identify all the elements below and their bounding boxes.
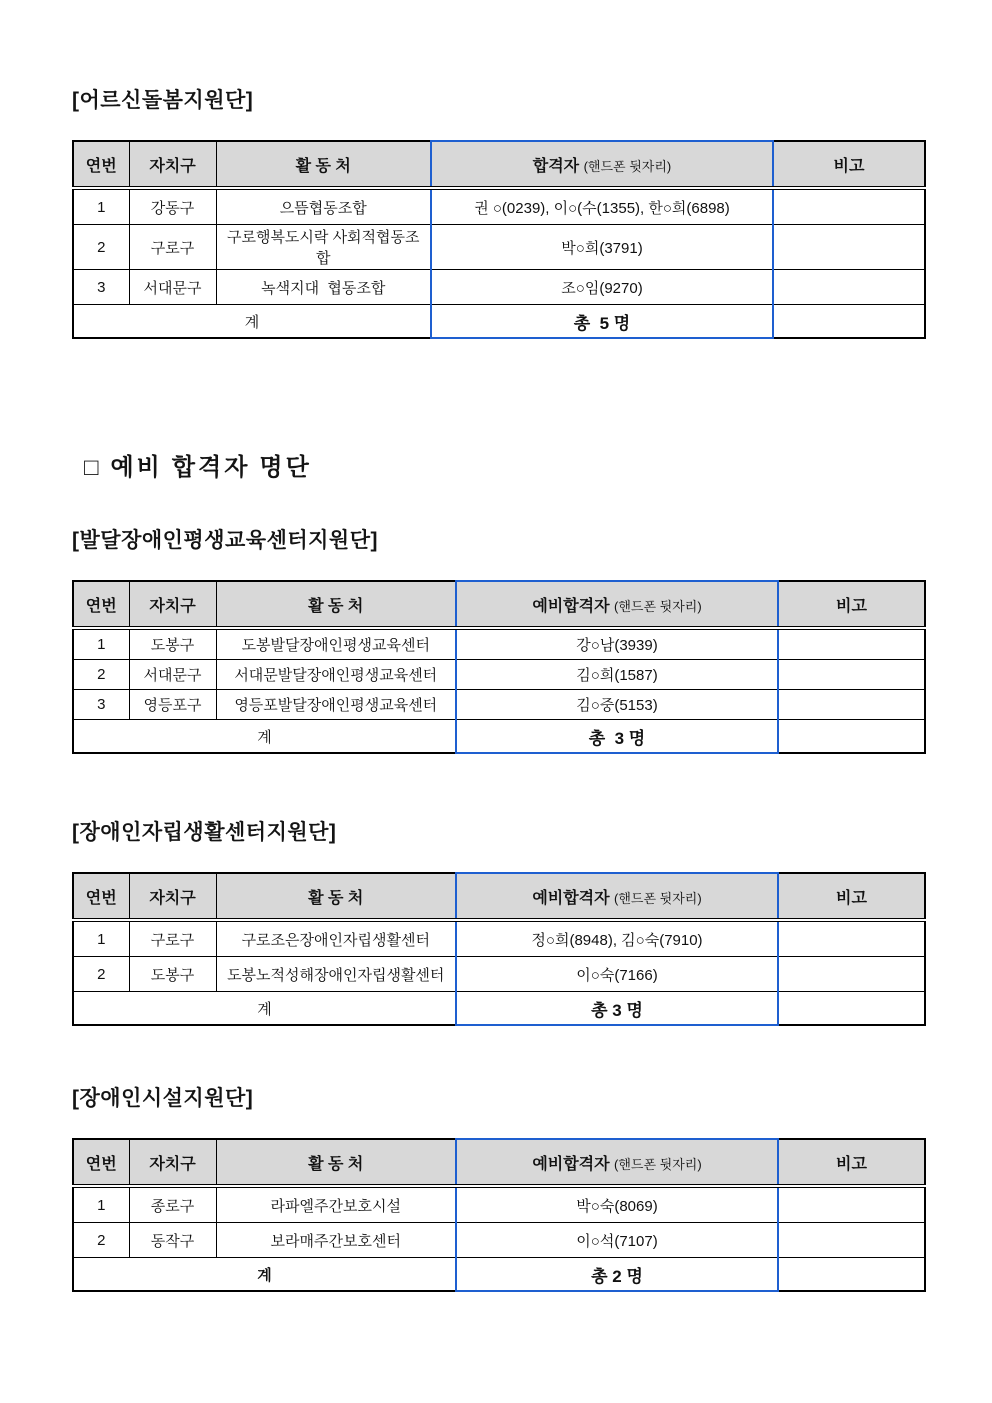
total-row — [73, 305, 925, 339]
table-row — [73, 660, 925, 690]
header-row — [73, 1139, 925, 1186]
column-header-note: 비고 — [778, 1139, 925, 1186]
cell-district: 영등포구 — [129, 690, 216, 720]
cell-note — [778, 1186, 925, 1223]
cell-winners: 이○숙(7166) — [456, 957, 778, 992]
cell-place: 으뜸협동조합 — [216, 188, 431, 225]
cell-place: 구로행복도시락 사회적협동조합 — [216, 225, 431, 270]
table-row — [73, 270, 925, 305]
cell-no: 2 — [73, 957, 129, 992]
total-label: 계 — [73, 720, 456, 754]
cell-place: 녹색지대 협동조합 — [216, 270, 431, 305]
winner-header-main: 예비합격자 — [532, 597, 610, 615]
cell-note — [773, 225, 925, 270]
cell-place: 구로조은장애인자립생활센터 — [216, 920, 456, 957]
table-row — [73, 690, 925, 720]
cell-winners: 김○희(1587) — [456, 660, 778, 690]
cell-place: 도봉발달장애인평생교육센터 — [216, 628, 456, 660]
column-header-district: 자치구 — [129, 873, 216, 920]
column-header-winner — [456, 1139, 778, 1186]
cell-note — [773, 188, 925, 225]
column-header-place: 활 동 처 — [216, 873, 456, 920]
cell-district: 도봉구 — [129, 957, 216, 992]
cell-note — [778, 720, 925, 754]
column-header-district: 자치구 — [129, 141, 216, 188]
total-label: 계 — [73, 1258, 456, 1292]
cell-note — [778, 992, 925, 1026]
cell-place: 라파엘주간보호시설 — [216, 1186, 456, 1223]
winner-header-sub: (핸드폰 뒷자리) — [614, 598, 702, 614]
column-header-district: 자치구 — [129, 581, 216, 628]
column-header-place: 활 동 처 — [216, 141, 431, 188]
cell-winners: 이○석(7107) — [456, 1223, 778, 1258]
winner-header-main: 합격자 — [532, 157, 580, 175]
column-header-place: 활 동 처 — [216, 581, 456, 628]
cell-place: 보라매주간보호센터 — [216, 1223, 456, 1258]
header-row — [73, 141, 925, 188]
cell-note — [778, 1223, 925, 1258]
winner-header-sub: (핸드폰 뒷자리) — [583, 158, 672, 174]
column-header-winner — [431, 141, 773, 188]
table-row — [73, 225, 925, 270]
header-row — [73, 581, 925, 628]
cell-district: 동작구 — [129, 1223, 216, 1258]
total-value: 총 5 명 — [431, 305, 773, 339]
cell-no: 1 — [73, 628, 129, 660]
table-siseol — [72, 1138, 926, 1292]
cell-district: 구로구 — [129, 225, 216, 270]
column-header-no: 연번 — [73, 1139, 129, 1186]
column-header-district: 자치구 — [129, 1139, 216, 1186]
cell-district: 서대문구 — [129, 660, 216, 690]
total-value: 총 3 명 — [456, 992, 778, 1026]
section-title-eorusin: [어르신돌봄지원단] — [72, 89, 254, 112]
column-header-note: 비고 — [778, 873, 925, 920]
cell-note — [778, 628, 925, 660]
subsection-heading: □ 예비 합격자 명단 — [84, 455, 312, 481]
column-header-note: 비고 — [778, 581, 925, 628]
cell-no: 1 — [73, 920, 129, 957]
cell-no: 1 — [73, 188, 129, 225]
column-header-note: 비고 — [773, 141, 925, 188]
cell-note — [778, 1258, 925, 1292]
cell-note — [778, 660, 925, 690]
cell-winners: 김○중(5153) — [456, 690, 778, 720]
cell-district: 서대문구 — [129, 270, 216, 305]
cell-note — [778, 957, 925, 992]
cell-district: 강동구 — [129, 188, 216, 225]
cell-place: 도봉노적성해장애인자립생활센터 — [216, 957, 456, 992]
cell-district: 구로구 — [129, 920, 216, 957]
cell-winners: 조○임(9270) — [431, 270, 773, 305]
cell-winners: 권 ○(0239), 이○(수(1355), 한○희(6898) — [431, 188, 773, 225]
cell-place: 영등포발달장애인평생교육센터 — [216, 690, 456, 720]
table-jarip-center — [72, 872, 926, 1026]
column-header-winner — [456, 873, 778, 920]
section-title-baldal: [발달장애인평생교육센터지원단] — [72, 529, 378, 552]
table-row — [73, 1223, 925, 1258]
cell-note — [773, 305, 925, 339]
cell-winners: 박○숙(8069) — [456, 1186, 778, 1223]
column-header-no: 연번 — [73, 873, 129, 920]
cell-winners: 박○희(3791) — [431, 225, 773, 270]
cell-no: 2 — [73, 1223, 129, 1258]
cell-no: 3 — [73, 690, 129, 720]
cell-no: 1 — [73, 1186, 129, 1223]
cell-district: 도봉구 — [129, 628, 216, 660]
column-header-no: 연번 — [73, 141, 129, 188]
section-title-jarip: [장애인자립생활센터지원단] — [72, 821, 337, 844]
cell-no: 2 — [73, 225, 129, 270]
table-row — [73, 1186, 925, 1223]
total-label: 계 — [73, 305, 431, 339]
total-label: 계 — [73, 992, 456, 1026]
table-row — [73, 628, 925, 660]
winner-header-sub: (핸드폰 뒷자리) — [614, 1156, 702, 1172]
total-row — [73, 1258, 925, 1292]
total-row — [73, 992, 925, 1026]
cell-district: 종로구 — [129, 1186, 216, 1223]
column-header-no: 연번 — [73, 581, 129, 628]
table-baldal-center — [72, 580, 926, 754]
cell-winners: 정○희(8948), 김○숙(7910) — [456, 920, 778, 957]
section-title-siseol: [장애인시설지원단] — [72, 1087, 254, 1110]
total-row — [73, 720, 925, 754]
cell-no: 3 — [73, 270, 129, 305]
table-eorusin-dolbom — [72, 140, 926, 339]
cell-winners: 강○남(3939) — [456, 628, 778, 660]
winner-header-main: 예비합격자 — [532, 1155, 610, 1173]
column-header-winner — [456, 581, 778, 628]
winner-header-sub: (핸드폰 뒷자리) — [614, 890, 702, 906]
cell-note — [773, 270, 925, 305]
cell-no: 2 — [73, 660, 129, 690]
winner-header-main: 예비합격자 — [532, 889, 610, 907]
header-row — [73, 873, 925, 920]
table-row — [73, 188, 925, 225]
table-row — [73, 957, 925, 992]
cell-note — [778, 920, 925, 957]
cell-note — [778, 690, 925, 720]
total-value: 총 2 명 — [456, 1258, 778, 1292]
cell-place: 서대문발달장애인평생교육센터 — [216, 660, 456, 690]
table-row — [73, 920, 925, 957]
total-value: 총 3 명 — [456, 720, 778, 754]
column-header-place: 활 동 처 — [216, 1139, 456, 1186]
